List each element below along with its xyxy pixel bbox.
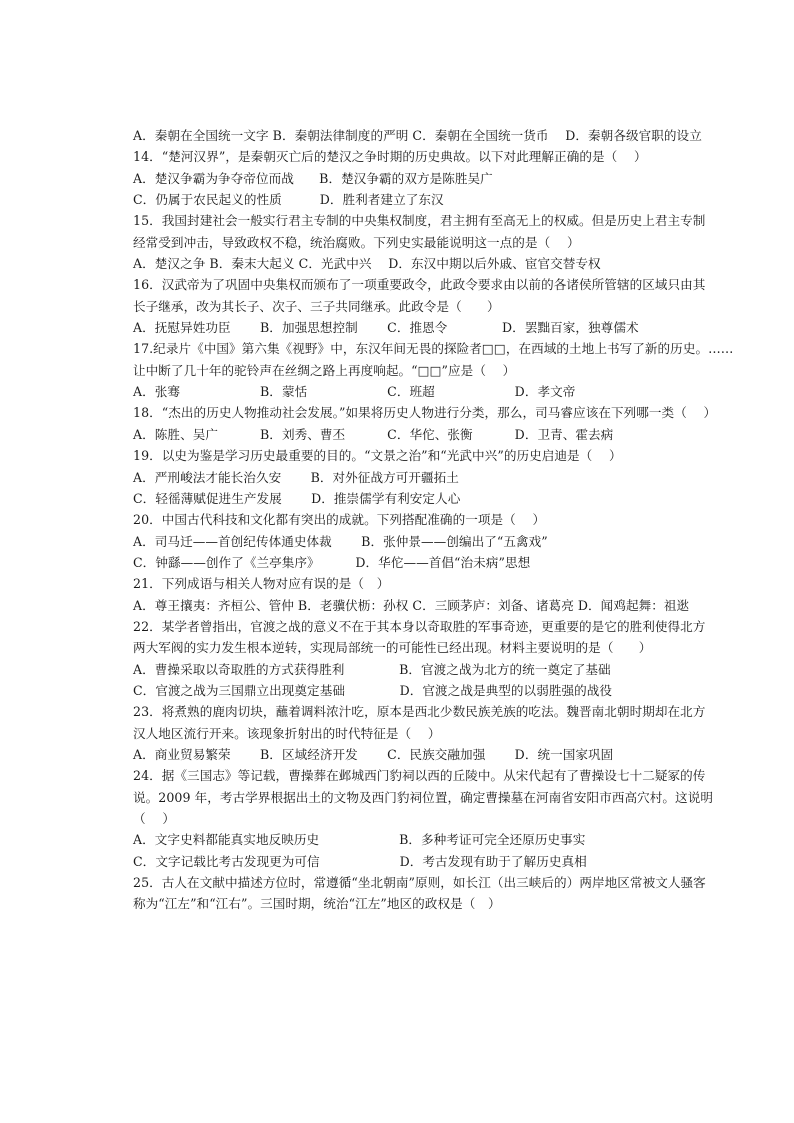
text-line: 19．以史为鉴是学习历史最重要的目的。“文景之治”和“光武中兴”的历史启迪是（ ） bbox=[133, 448, 622, 464]
text-line: A．楚汉之争 B．秦末大起义 C．光武中兴 D．东汉中期以后外戚、宦官交替专权 bbox=[133, 256, 601, 272]
text-line: 说。2009 年，考古学界根据出土的文物及西门豹祠位置，确定曹操墓在河南省安阳市西高穴村。这说明 bbox=[133, 789, 713, 805]
text-line: A．秦朝在全国统一文字 B．秦朝法律制度的严明 C．秦朝在全国统一货币 D．秦朝各级官职的设立 bbox=[133, 128, 702, 143]
text-line: C．文字记载比考古发现更为可信 D．考古发现有助于了解历史真相 bbox=[133, 853, 587, 869]
text-line: A．尊王攘夷：齐桓公、管仲 B．老骥伏枥：孙权 C．三顾茅庐：刘备、诸葛亮 D．闻鸡起舞：祖逖 bbox=[133, 597, 690, 613]
text-line: 21．下列成语与相关人物对应有误的是（ ） bbox=[133, 576, 390, 592]
text-line: A．文字史料都能真实地反映历史 B．多种考证可完全还原历史事实 bbox=[133, 832, 586, 848]
text-line: 18．“杰出的历史人物推动社会发展。”如果将历史人物进行分类，那么，司马睿应该在下列哪一类（ ） bbox=[133, 405, 717, 421]
text-line: C．钟繇——创作了《兰亭集序》 D．华佗——首倡“治未病”思想 bbox=[133, 554, 531, 570]
text-line: A．张骞 B．蒙恬 C．班超 D．孝文帝 bbox=[133, 384, 576, 400]
text-line: （ ） bbox=[133, 811, 175, 826]
text-line: A．严刑峻法才能长治久安 B．对外征战方可开疆拓土 bbox=[133, 469, 459, 485]
text-line: A．抚慰异姓功臣 B．加强思想控制 C．推恩令 D．罢黜百家，独尊儒术 bbox=[133, 320, 639, 336]
text-line: 称为“江左”和“江右”。三国时期，统治“江左”地区的政权是（ ） bbox=[133, 896, 501, 912]
text-line: A．陈胜、吴广 B．刘秀、曹丕 C．华佗、张衡 D．卫青、霍去病 bbox=[133, 426, 614, 442]
text-line: 17.纪录片《中国》第六集《视野》中，东汉年间无畏的探险者□□，在西域的土地上书写了新的历史。…… bbox=[133, 341, 734, 357]
text-line: 23．将煮熟的鹿肉切块，蘸着调料浓汁吃，原本是西北少数民族羌族的吃法。魏晋南北朝时期却在北方 bbox=[133, 704, 706, 720]
text-line: 15．我国封建社会一般实行君主专制的中央集权制度，君主拥有至高无上的权威。但是历史上君主专制 bbox=[133, 213, 706, 229]
text-line: 汉人地区流行开来。该现象折射出的时代特征是（ ） bbox=[133, 725, 441, 741]
text-line: 经常受到冲击，导致政权不稳，统治腐败。下列史实最能说明这一点的是（ ） bbox=[133, 234, 580, 250]
text-line: 14．“楚河汉界”，是秦朝灭亡后的楚汉之争时期的历史典故。以下对此理解正确的是（ ） bbox=[133, 149, 647, 165]
text-line: 24．据《三国志》等记载，曹操葬在邺城西门豹祠以西的丘陵中。从宋代起有了曹操设七十二疑冢的传 bbox=[133, 768, 706, 784]
text-line: 25．古人在文献中描述方位时，常遵循“坐北朝南”原则，如长江（出三峡后的）两岸地区常被文人骚客 bbox=[133, 875, 706, 891]
text-line: C．仍属于农民起义的性质 D．胜利者建立了东汉 bbox=[133, 192, 444, 208]
text-line: 20．中国古代科技和文化都有突出的成就。下列搭配准确的一项是（ ） bbox=[133, 512, 546, 528]
question-text bbox=[133, 125, 773, 915]
text-line: 16．汉武帝为了巩固中央集权而颁布了一项重要政令，此政令要求由以前的各诸侯所管辖的区域只由其 bbox=[133, 277, 706, 293]
text-line: A．曹操采取以奇取胜的方式获得胜利 B．官渡之战为北方的统一奠定了基础 bbox=[133, 661, 611, 677]
text-line: 22．某学者曾指出，官渡之战的意义不在于其本身以奇取胜的军事奇迹，更重要的是它的胜利使得北方 bbox=[133, 618, 706, 634]
text-line: 长子继承，改为其长子、次子、三子共同继承。此政令是（ ） bbox=[133, 298, 500, 314]
text-line: C．官渡之战为三国鼎立出现奠定基础 D．官渡之战是典型的以弱胜强的战役 bbox=[133, 682, 613, 698]
text-line: A．楚汉争霸为争夺帝位而战 B．楚汉争霸的双方是陈胜吴广 bbox=[133, 170, 493, 186]
text-line: 两大军阀的实力发生根本逆转，实现局部统一的可能性已经出现。材料主要说明的是（ ） bbox=[133, 640, 652, 656]
text-line: A．商业贸易繁荣 B．区域经济开发 C．民族交融加强 D．统一国家巩固 bbox=[133, 746, 614, 762]
text-line: C．轻徭薄赋促进生产发展 D．推崇儒学有利安定人心 bbox=[133, 490, 461, 506]
text-line: 让中断了几十年的驼铃声在丝绸之路上再度响起。“□□”应是（ ） bbox=[133, 362, 516, 378]
text-line: A．司马迁——首创纪传体通史体裁 B．张仲景——创编出了“五禽戏” bbox=[133, 533, 548, 549]
